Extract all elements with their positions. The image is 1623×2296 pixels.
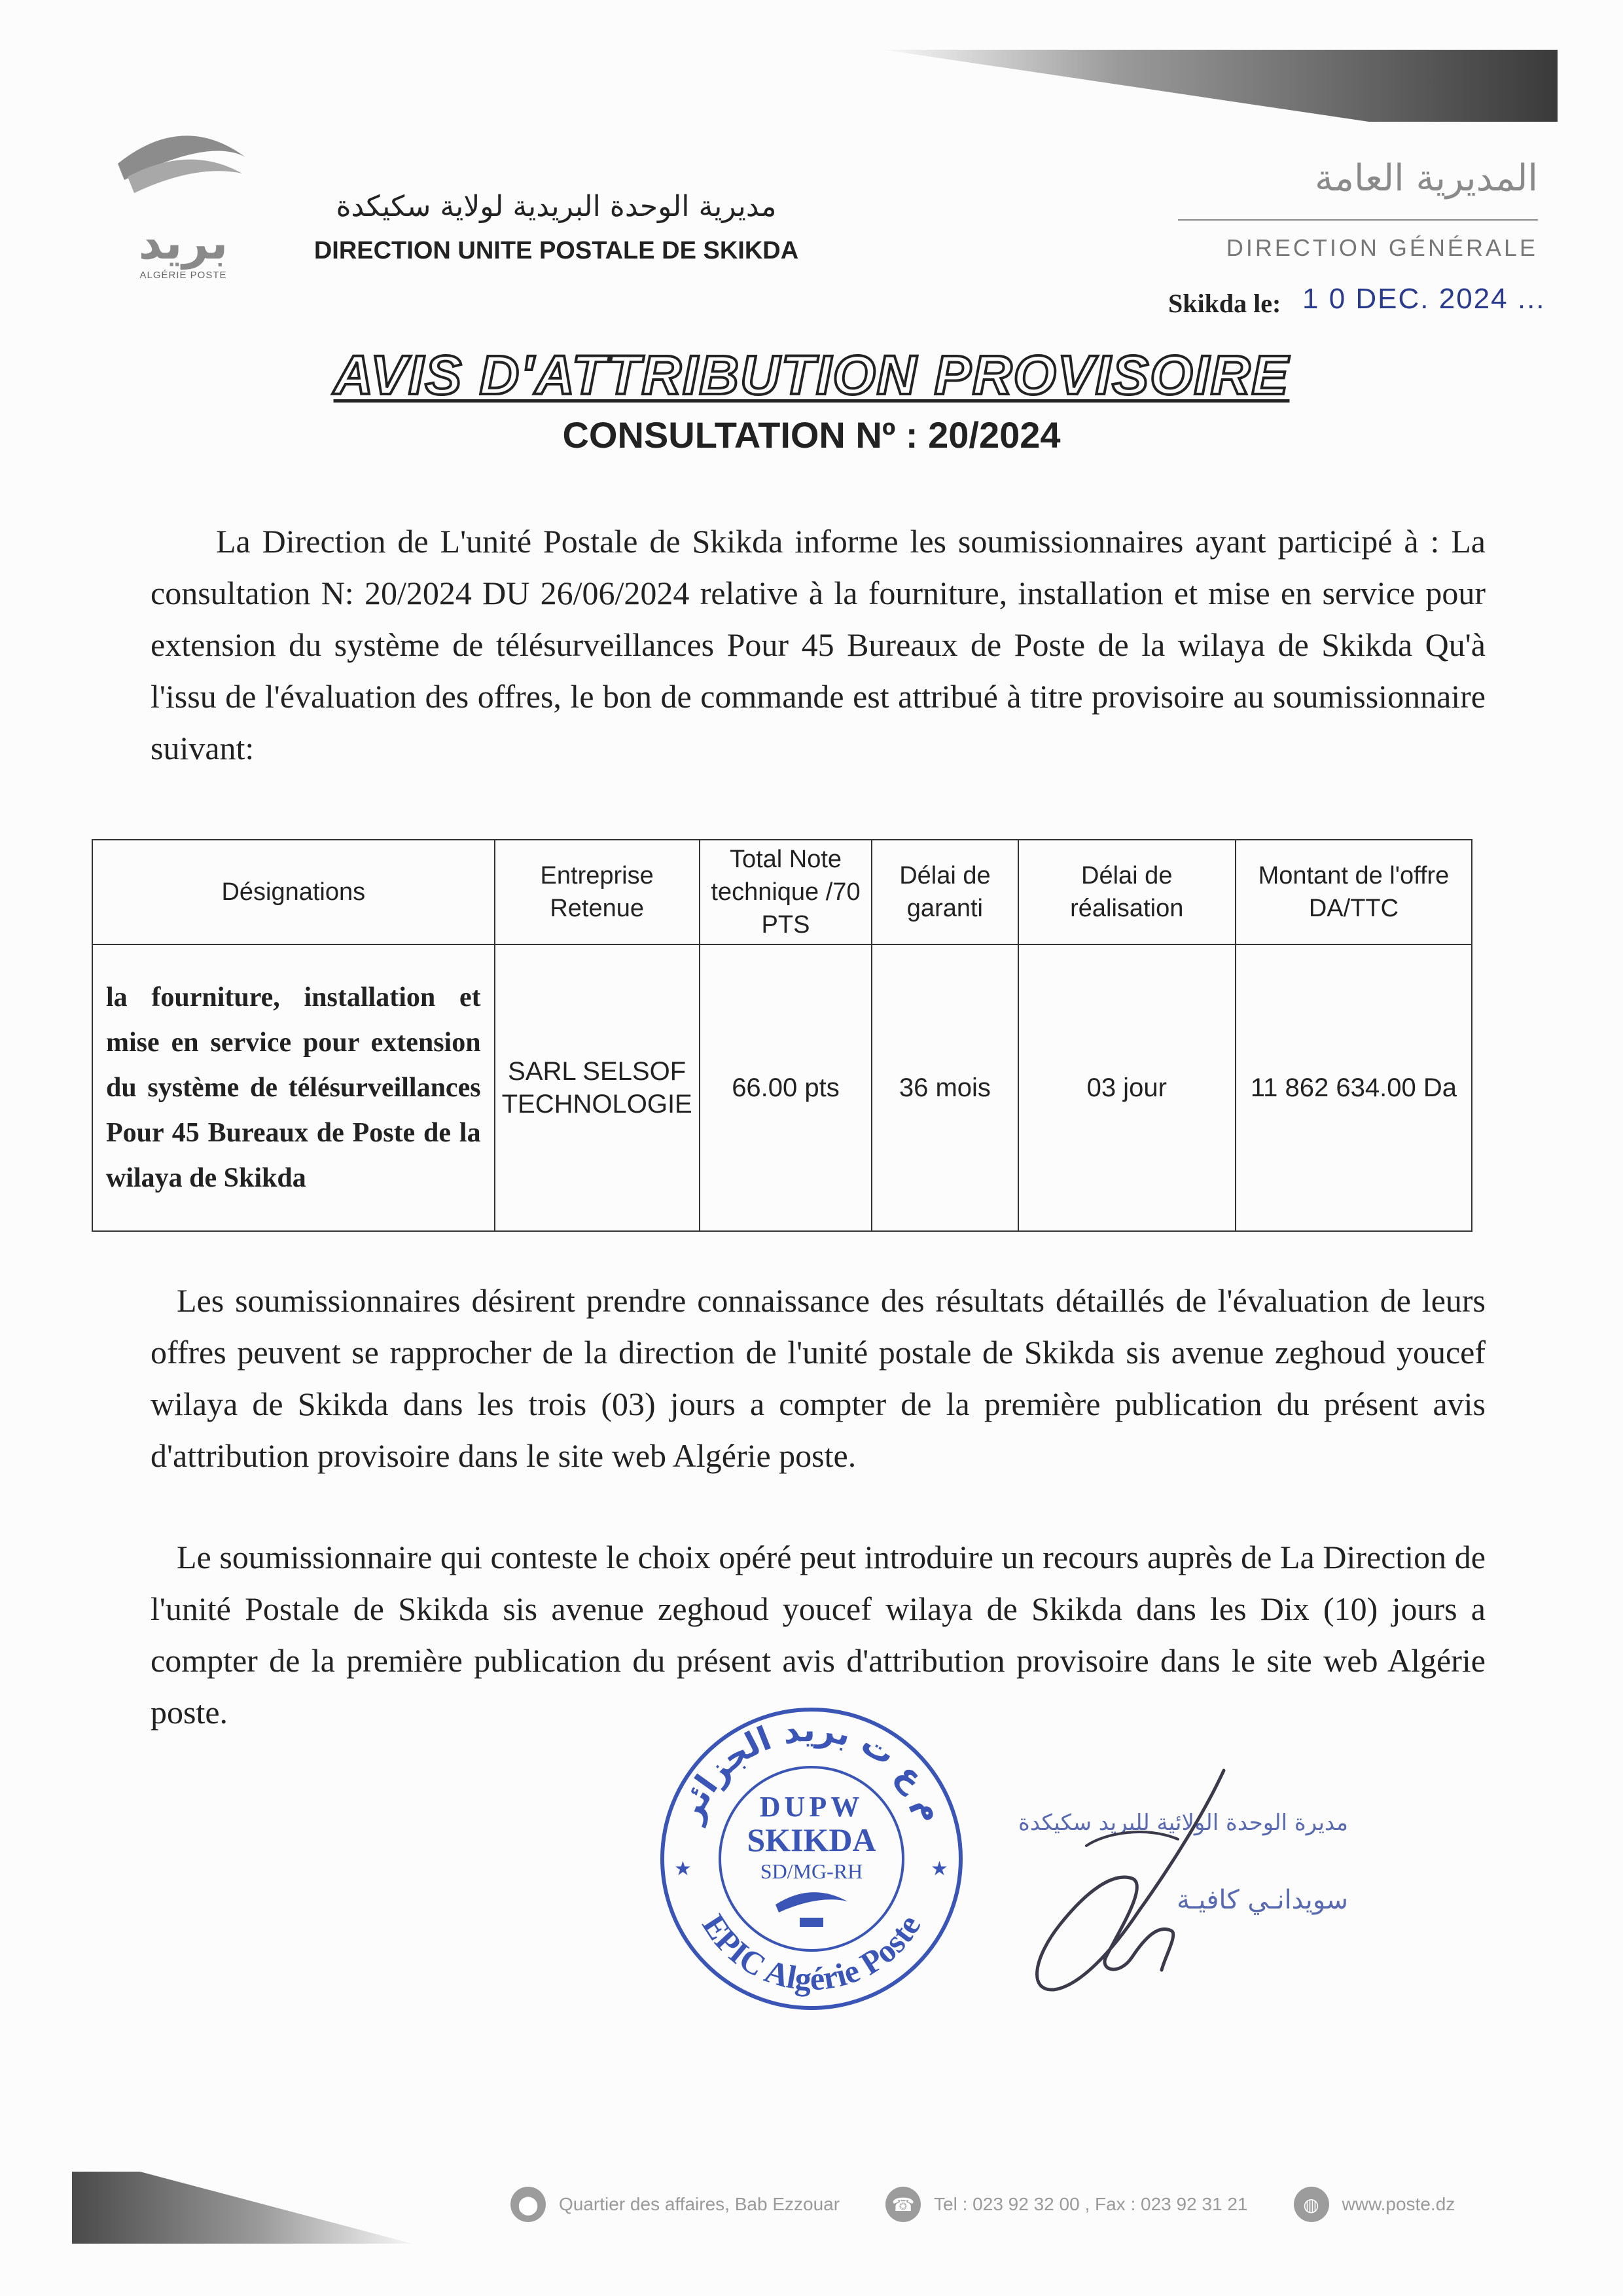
table-header-row	[92, 840, 1472, 944]
stamp-logo-icon	[776, 1892, 847, 1912]
date-stamp-value: 1 0 DEC. 2024 ...	[1302, 283, 1546, 315]
table-row	[92, 944, 1472, 1231]
official-stamp-seal	[654, 1702, 969, 2016]
intro-paragraph: La Direction de L'unité Postale de Skikda informe les soumissionnaires ayant participé à : La consultation N: 20/2024 DU 26/06/2024 relative à la fourniture, installation et mise en service pour extension du système de télésurveillances Pour 45 Bureaux de Poste de la wilaya de Skikda Qu'à l'issu de l'évaluation des offres, le bon de commande est attribué à titre provisoire au soumissionnaire suivant:	[151, 523, 1486, 766]
signatory-title-arabic: مديرة الوحدة الولائية للبريد سكيكدة	[1018, 1810, 1348, 1836]
signatory-name-arabic: سويدانـي كافيـة	[1177, 1885, 1348, 1915]
stamp-star-left-icon: ★	[674, 1858, 692, 1880]
document-title: AVIS D'ATTRIBUTION PROVISOIRE	[333, 344, 1290, 406]
header-montant: Montant de l'offre DA/TTC	[1236, 840, 1472, 944]
phone-icon: ☎	[885, 2187, 921, 2222]
algerie-poste-logo-icon	[111, 118, 255, 281]
cell-entreprise: SARL SELSOF TECHNOLOGIE	[495, 944, 700, 1231]
header-note: Total Note technique /70 PTS	[700, 840, 872, 944]
appeal-paragraph: Le soumissionnaire qui conteste le choix opéré peut introduire un recours auprès de La Direction de l'unité Postale de Skikda sis avenue zeghoud youcef wilaya de Skikda dans les Dix (10) jours a compter de la première publication du présent avis d'attribution provisoire dans le site web Algérie poste.	[151, 1539, 1486, 1731]
svg-text:بريد: بريد	[138, 216, 228, 270]
footer-banner-bar	[72, 2172, 412, 2244]
unit-name-arabic: مديرية الوحدة البريدية لولاية سكيكدة	[336, 190, 777, 223]
consultation-results-paragraph: Les soumissionnaires désirent prendre connaissance des résultats détaillés de l'évaluation de leurs offres peuvent se rapprocher de la direction de l'unité postale de Skikda sis avenue zeghoud youcef wilaya de Skikda dans les trois (03) jours a compter de la première publication du présent avis d'attribution provisoire dans le site web Algérie poste.	[151, 1282, 1486, 1474]
consultation-number: CONSULTATION Nº : 20/2024	[562, 414, 1061, 456]
footer-website: www.poste.dz	[1342, 2194, 1455, 2214]
cell-garanti: 36 mois	[872, 944, 1018, 1231]
stamp-star-right-icon: ★	[931, 1858, 948, 1880]
cell-montant: 11 862 634.00 Da	[1236, 944, 1472, 1231]
stamp-arabic-ring: م ع ت بريد الجزائر	[670, 1710, 953, 1827]
header-designations: Désignations	[92, 840, 495, 944]
footer-contact	[510, 2185, 1544, 2224]
globe-icon: ◍	[1294, 2187, 1329, 2222]
logo-caption: ALGÉRIE POSTE	[139, 270, 227, 281]
stamp-bottom-ring: EPIC Algérie Poste	[695, 1908, 928, 1998]
footer-address: Quartier des affaires, Bab Ezzouar	[559, 2194, 840, 2214]
header-garanti: Délai de garanti	[872, 840, 1018, 944]
header-banner-bar	[883, 50, 1558, 122]
attribution-table	[92, 839, 1472, 1232]
stamp-line-1: DUPW	[759, 1791, 864, 1823]
stamp-line-3: SD/MG-RH	[760, 1859, 863, 1883]
unit-name-french: DIRECTION UNITE POSTALE DE SKIKDA	[313, 237, 799, 264]
stamp-line-2: SKIKDA	[747, 1821, 876, 1858]
cell-designation: la fourniture, installation et mise en service pour extension du système de télésurveillances Pour 45 Bureaux de Poste de la wilaya de Skikda	[92, 944, 495, 1231]
direction-generale-french: DIRECTION GÉNÉRALE	[1226, 234, 1538, 261]
date-label: Skikda le:	[1168, 289, 1281, 318]
cell-realisation: 03 jour	[1018, 944, 1236, 1231]
cell-note: 66.00 pts	[700, 944, 872, 1231]
direction-generale-arabic: المديرية العامة	[1314, 157, 1538, 200]
direction-generale-divider	[1178, 219, 1538, 221]
handwritten-signature-icon	[1008, 1761, 1296, 2003]
header-realisation: Délai de réalisation	[1018, 840, 1236, 944]
header-entreprise: Entreprise Retenue	[495, 840, 700, 944]
footer-phone: Tel : 023 92 32 00 , Fax : 023 92 31 21	[934, 2194, 1248, 2214]
location-pin-icon: ⬤	[510, 2187, 546, 2222]
